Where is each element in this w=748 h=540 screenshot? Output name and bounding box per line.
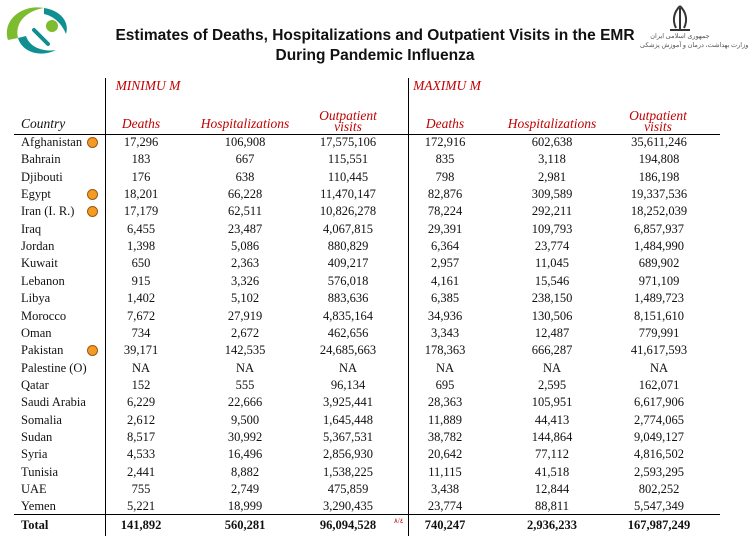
max-hospitalizations-cell: 109,793 xyxy=(531,221,573,236)
max-hospitalizations-cell: 602,638 xyxy=(531,135,573,149)
max-deaths-cell: 695 xyxy=(435,377,455,392)
max-outpatient-cell: 6,857,937 xyxy=(634,221,684,236)
min-deaths-cell: 5,221 xyxy=(126,499,156,514)
table-row xyxy=(0,134,720,151)
min-deaths-cell: 6,229 xyxy=(126,395,156,410)
organization-logo-icon xyxy=(0,0,82,64)
min-deaths-cell: 17,179 xyxy=(123,204,159,219)
min-deaths-cell: 1,398 xyxy=(126,239,156,254)
table-row xyxy=(0,290,720,307)
max-deaths-cell: 38,782 xyxy=(427,429,463,444)
total-max-deaths: 740,247 xyxy=(424,518,466,532)
total-min-hospitalizations: 560,281 xyxy=(224,518,266,532)
min-hospitalizations-cell: 62,511 xyxy=(228,204,262,219)
max-hospitalizations-cell: 144,864 xyxy=(531,429,573,444)
min-outpatient-cell: 880,829 xyxy=(327,239,369,254)
max-outpatient-cell: 1,484,990 xyxy=(634,239,684,254)
min-hospitalizations-cell: 142,535 xyxy=(224,343,266,358)
highlight-marker-icon xyxy=(87,345,98,356)
min-outpatient-cell: 10,826,278 xyxy=(319,204,377,219)
min-outpatient-cell: 5,367,531 xyxy=(323,429,373,444)
min-outpatient-cell: 576,018 xyxy=(327,273,369,288)
min-hospitalizations-cell: 16,496 xyxy=(227,447,263,462)
max-deaths-cell: 178,363 xyxy=(424,343,466,358)
highlight-marker-icon xyxy=(87,189,98,200)
min-outpatient-cell: 4,067,815 xyxy=(323,221,373,236)
min-hospitalizations-cell: 30,992 xyxy=(227,429,263,444)
max-outpatient-cell: 802,252 xyxy=(638,482,680,496)
min-deaths-cell: 650 xyxy=(131,256,151,271)
min-hospitalizations-cell: 2,363 xyxy=(230,256,260,271)
table-row xyxy=(0,169,720,186)
max-hospitalizations-cell: 44,413 xyxy=(534,412,570,427)
max-deaths-cell: 3,438 xyxy=(430,482,460,496)
max-outpatient-cell: NA xyxy=(649,360,669,375)
min-outpatient-cell: 409,217 xyxy=(327,256,369,271)
country-cell: Jordan xyxy=(21,239,55,254)
min-outpatient-cell: 475,859 xyxy=(327,482,369,496)
country-cell: Somalia xyxy=(21,412,62,427)
max-deaths-cell: 11,115 xyxy=(428,464,462,479)
country-cell: Iraq xyxy=(21,221,42,236)
table-row xyxy=(0,412,720,429)
country-cell: Syria xyxy=(21,447,48,462)
min-outpatient-header: Outpatient visits xyxy=(319,108,377,134)
min-hospitalizations-cell: 22,666 xyxy=(227,395,263,410)
table-row xyxy=(0,238,720,255)
max-deaths-header: Deaths xyxy=(425,116,465,131)
min-hospitalizations-cell: 5,102 xyxy=(230,291,260,306)
country-cell: Djibouti xyxy=(21,169,63,184)
max-outpatient-cell: 35,611,246 xyxy=(631,135,687,149)
max-deaths-cell: 28,363 xyxy=(427,395,463,410)
max-outpatient-cell: 19,337,536 xyxy=(630,187,688,202)
max-deaths-cell: 3,343 xyxy=(430,325,460,340)
min-deaths-cell: 4,533 xyxy=(126,447,156,462)
country-cell: Morocco xyxy=(21,308,67,323)
min-deaths-cell: 176 xyxy=(131,169,151,184)
country-cell: Saudi Arabia xyxy=(21,395,86,410)
country-cell: Egypt xyxy=(21,187,51,202)
min-hospitalizations-header: Hospitalizations xyxy=(200,116,290,131)
min-deaths-cell: 6,455 xyxy=(126,221,156,236)
total-min-deaths: 141,892 xyxy=(120,518,162,532)
max-outpatient-cell: 689,902 xyxy=(638,256,680,271)
max-outpatient-cell: 4,816,502 xyxy=(634,447,684,462)
country-cell: UAE xyxy=(21,482,47,496)
min-hospitalizations-cell: 18,999 xyxy=(227,499,263,514)
total-row xyxy=(0,517,720,534)
min-deaths-cell: 7,672 xyxy=(126,308,156,323)
table-row xyxy=(0,446,720,463)
total-min-outpatient: 96,094,528 xyxy=(319,518,377,532)
highlight-marker-icon xyxy=(87,137,98,148)
min-outpatient-cell: 883,636 xyxy=(327,291,369,306)
min-outpatient-cell: 17,575,106 xyxy=(319,135,377,149)
min-deaths-cell: 2,612 xyxy=(126,412,156,427)
min-deaths-cell: 1,402 xyxy=(126,291,156,306)
min-hospitalizations-cell: 667 xyxy=(235,152,255,167)
min-outpatient-cell: NA xyxy=(338,360,358,375)
max-hospitalizations-cell: 3,118 xyxy=(538,152,566,167)
min-hospitalizations-cell: 66,228 xyxy=(227,187,263,202)
max-deaths-cell: 78,224 xyxy=(427,204,463,219)
max-hospitalizations-cell: 23,774 xyxy=(534,239,570,254)
max-outpatient-cell: 971,109 xyxy=(638,273,680,288)
max-outpatient-cell: 41,617,593 xyxy=(630,343,688,358)
min-deaths-cell: 2,441 xyxy=(126,464,156,479)
min-deaths-cell: 915 xyxy=(131,273,151,288)
min-outpatient-cell: 4,835,164 xyxy=(323,308,373,323)
max-hospitalizations-cell: 2,981 xyxy=(537,169,567,184)
table-row xyxy=(0,273,720,290)
country-cell: Kuwait xyxy=(21,256,58,271)
table-row xyxy=(0,151,720,168)
max-hospitalizations-cell: 2,595 xyxy=(537,377,567,392)
min-outpatient-cell: 3,925,441 xyxy=(323,395,373,410)
total-max-hospitalizations: 2,936,233 xyxy=(527,518,577,532)
country-cell: Pakistan xyxy=(21,343,64,358)
min-deaths-cell: 18,201 xyxy=(123,187,159,202)
max-outpatient-cell: 162,071 xyxy=(638,377,680,392)
max-outpatient-cell: 194,808 xyxy=(638,152,680,167)
table-row xyxy=(0,429,720,446)
ministry-line-2: وزارت بهداشت، درمان و آموزش پزشکی xyxy=(640,42,748,49)
total-label: Total xyxy=(21,518,49,532)
max-hospitalizations-cell: 88,811 xyxy=(535,499,569,514)
max-outpatient-cell: 9,049,127 xyxy=(634,429,684,444)
max-hospitalizations-cell: 666,287 xyxy=(531,343,573,358)
ministry-line-1: جمهوری اسلامی ایران xyxy=(650,33,710,40)
min-outpatient-cell: 24,685,663 xyxy=(319,343,377,358)
max-hospitalizations-header: Hospitalizations xyxy=(507,116,597,131)
min-hospitalizations-cell: 3,326 xyxy=(230,273,260,288)
table-row xyxy=(0,325,720,342)
country-cell: Tunisia xyxy=(21,464,59,479)
max-outpatient-cell: 186,198 xyxy=(638,169,680,184)
max-hospitalizations-cell: 11,045 xyxy=(535,256,569,271)
country-cell: Palestine (O) xyxy=(21,360,87,375)
max-deaths-cell: 172,916 xyxy=(424,135,466,149)
country-cell: Lebanon xyxy=(21,273,65,288)
min-hospitalizations-cell: 8,882 xyxy=(230,464,260,479)
min-deaths-cell: 152 xyxy=(131,377,151,392)
min-hospitalizations-cell: 106,908 xyxy=(224,135,266,149)
table-row xyxy=(0,498,720,515)
maximum-group-header: MAXIMU M xyxy=(413,78,481,93)
max-outpatient-cell: 779,991 xyxy=(638,325,680,340)
max-hospitalizations-cell: 12,487 xyxy=(534,325,570,340)
min-hospitalizations-cell: 5,086 xyxy=(230,239,260,254)
max-hospitalizations-cell: 238,150 xyxy=(531,291,573,306)
min-hospitalizations-cell: 638 xyxy=(235,169,255,184)
table-row xyxy=(0,342,720,359)
max-hospitalizations-cell: 105,951 xyxy=(531,395,573,410)
min-deaths-cell: NA xyxy=(131,360,151,375)
min-hospitalizations-cell: NA xyxy=(235,360,255,375)
min-hospitalizations-cell: 9,500 xyxy=(230,412,260,427)
max-deaths-cell: 2,957 xyxy=(430,256,460,271)
table-row xyxy=(0,186,720,203)
country-cell: Bahrain xyxy=(21,152,61,167)
max-deaths-cell: 6,385 xyxy=(430,291,460,306)
max-hospitalizations-cell: 12,844 xyxy=(534,482,570,496)
table-row xyxy=(0,377,720,394)
country-cell: Yemen xyxy=(21,499,56,514)
max-outpatient-header: Outpatient visits xyxy=(629,108,687,134)
max-deaths-cell: 4,161 xyxy=(430,273,460,288)
minimum-group-header: MINIMU M xyxy=(115,78,181,93)
max-outpatient-cell: 6,617,906 xyxy=(634,395,684,410)
page-title: Estimates of Deaths, Hospitalizations and Outpatient Visits in the EMR During Pandemic Influenza xyxy=(115,27,635,64)
max-hospitalizations-cell: 130,506 xyxy=(531,308,573,323)
max-outpatient-cell: 5,547,349 xyxy=(634,499,684,514)
min-deaths-cell: 39,171 xyxy=(123,343,159,358)
min-deaths-header: Deaths xyxy=(121,116,161,131)
min-outpatient-cell: 96,134 xyxy=(330,377,366,392)
min-hospitalizations-cell: 555 xyxy=(235,377,255,392)
max-deaths-cell: 20,642 xyxy=(427,447,463,462)
min-hospitalizations-cell: 23,487 xyxy=(227,221,263,236)
min-hospitalizations-cell: 27,919 xyxy=(227,308,263,323)
max-outpatient-cell: 18,252,039 xyxy=(630,204,688,219)
max-deaths-cell: 798 xyxy=(435,169,455,184)
total-max-outpatient: 167,987,249 xyxy=(627,518,691,532)
country-cell: Libya xyxy=(21,291,51,306)
min-outpatient-cell: 1,538,225 xyxy=(323,464,373,479)
country-cell: Sudan xyxy=(21,429,53,444)
max-hospitalizations-cell: 15,546 xyxy=(534,273,570,288)
min-outpatient-cell: 11,470,147 xyxy=(320,187,376,202)
table-row xyxy=(0,464,720,481)
max-deaths-cell: 23,774 xyxy=(427,499,463,514)
max-outpatient-cell: 8,151,610 xyxy=(634,308,684,323)
max-hospitalizations-cell: 309,589 xyxy=(531,187,573,202)
min-outpatient-cell: 115,551 xyxy=(327,152,369,167)
max-hospitalizations-cell: 41,518 xyxy=(534,464,570,479)
min-hospitalizations-cell: 2,749 xyxy=(230,482,260,496)
max-deaths-cell: 11,889 xyxy=(428,412,462,427)
max-outpatient-cell: 2,593,295 xyxy=(634,464,684,479)
country-cell: Oman xyxy=(21,325,52,340)
max-deaths-cell: 29,391 xyxy=(427,221,463,236)
min-deaths-cell: 734 xyxy=(131,325,151,340)
country-cell: Qatar xyxy=(21,377,49,392)
max-deaths-cell: 34,936 xyxy=(427,308,463,323)
max-outpatient-cell: 1,489,723 xyxy=(634,291,684,306)
min-outpatient-cell: 110,445 xyxy=(327,169,369,184)
table-row xyxy=(0,255,720,272)
min-outpatient-cell: 1,645,448 xyxy=(323,412,373,427)
table-row xyxy=(0,221,720,238)
max-deaths-cell: NA xyxy=(435,360,455,375)
highlight-marker-icon xyxy=(87,206,98,217)
min-outpatient-cell: 462,656 xyxy=(327,325,369,340)
max-deaths-cell: 6,364 xyxy=(430,239,460,254)
max-hospitalizations-cell: 77,112 xyxy=(535,447,569,462)
min-outpatient-cell: 3,290,435 xyxy=(323,499,373,514)
table-row xyxy=(0,360,720,377)
country-column-header: Country xyxy=(21,116,66,131)
min-outpatient-cell: 2,856,930 xyxy=(323,447,373,462)
max-deaths-cell: 82,876 xyxy=(427,187,463,202)
min-deaths-cell: 183 xyxy=(131,152,151,167)
table-row xyxy=(0,394,720,411)
table-row xyxy=(0,308,720,325)
max-hospitalizations-cell: NA xyxy=(542,360,562,375)
max-hospitalizations-cell: 292,211 xyxy=(531,204,573,219)
emblem-icon xyxy=(660,4,700,32)
min-deaths-cell: 17,296 xyxy=(123,135,159,149)
max-outpatient-cell: 2,774,065 xyxy=(634,412,684,427)
table-row xyxy=(0,481,720,498)
table-row xyxy=(0,203,720,220)
slide-number: ٨/٤ xyxy=(394,517,404,525)
min-deaths-cell: 755 xyxy=(131,482,151,496)
min-deaths-cell: 8,517 xyxy=(126,429,156,444)
country-cell: Iran (I. R.) xyxy=(21,204,75,219)
max-deaths-cell: 835 xyxy=(435,152,455,167)
country-cell: Afghanistan xyxy=(21,135,83,149)
min-hospitalizations-cell: 2,672 xyxy=(230,325,260,340)
